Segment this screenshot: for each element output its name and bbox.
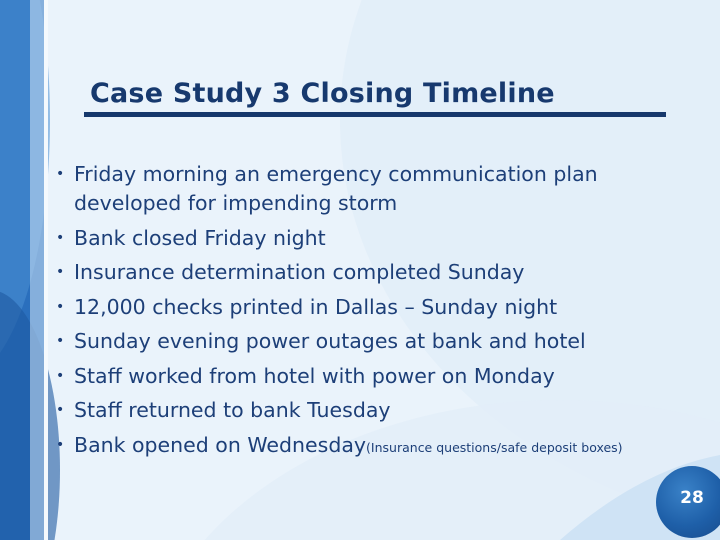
bullet-item bbox=[56, 396, 716, 425]
bullet-icon: • bbox=[56, 402, 65, 418]
bullet-item bbox=[56, 258, 716, 287]
bullet-icon: • bbox=[56, 264, 65, 280]
title-underline bbox=[84, 112, 666, 117]
page-number: 28 bbox=[680, 488, 704, 508]
bullet-item bbox=[56, 224, 716, 253]
bullet-icon: • bbox=[56, 436, 65, 453]
bullet-text: Staff worked from hotel with power on Monday bbox=[74, 363, 555, 388]
bullet-icon: • bbox=[56, 367, 65, 384]
bullet-icon: • bbox=[56, 166, 65, 182]
bullet-icon: • bbox=[56, 229, 65, 246]
bullet-item bbox=[56, 293, 716, 322]
bullet-text: Bank closed Friday night bbox=[74, 225, 326, 250]
bullet-item bbox=[56, 362, 716, 391]
bullet-text: Insurance determination completed Sunday bbox=[74, 260, 525, 284]
bullet-item bbox=[56, 160, 716, 218]
bullet-item bbox=[56, 431, 716, 462]
bullet-note: (Insurance questions/safe deposit boxes) bbox=[366, 439, 623, 455]
bullet-text: Sunday evening power outages at bank and hotel bbox=[74, 329, 586, 353]
bullet-text: Bank opened on Wednesday bbox=[74, 432, 367, 457]
bullet-text-continued: developed for impending storm bbox=[74, 191, 398, 215]
bullet-text: 12,000 checks printed in Dallas – Sunday night bbox=[74, 294, 558, 319]
bullet-list bbox=[56, 160, 716, 467]
bullet-text: Friday morning an emergency communication plan bbox=[74, 162, 598, 186]
bullet-item bbox=[56, 327, 716, 356]
bullet-icon: • bbox=[56, 298, 65, 315]
bullet-text: Staff returned to bank Tuesday bbox=[74, 398, 391, 422]
slide-title: Case Study 3 Closing Timeline bbox=[90, 78, 555, 109]
bullet-icon: • bbox=[56, 333, 65, 349]
